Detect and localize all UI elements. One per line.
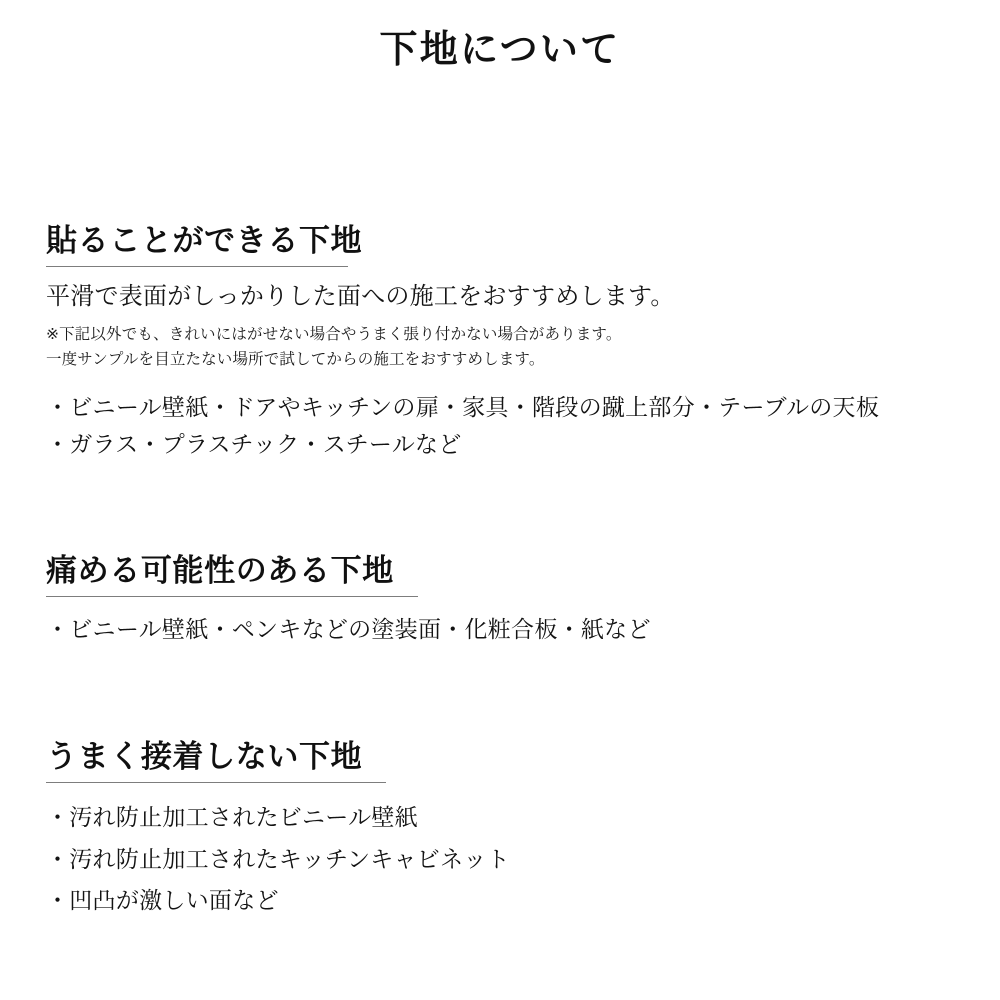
bullet-list [46,389,954,464]
heading-divider [46,596,418,597]
list-item: ・ビニール壁紙・ドアやキッチンの扉・家具・階段の蹴上部分・テーブルの天板 [46,393,880,420]
section-heading: うまく接着しない下地 [46,738,363,775]
section-notes [46,323,954,373]
list-item: ・汚れ防止加工されたキッチンキャビネット [46,845,510,872]
page-title: 下地について [379,27,621,71]
list-item: ・凹凸が激しい面など [46,887,279,914]
section-heading: 痛める可能性のある下地 [46,553,394,590]
note-line: ※下記以外でも、きれいにはがせない場合やうまく張り付かない場合があります。 [46,326,622,344]
list-item: ・ガラス・プラスチック・スチールなど [46,431,462,458]
bullet-list [46,797,954,923]
section-lead-text: 平滑で表面がしっかりした面への施工をおすすめします。 [46,283,675,310]
section-pasteable-substrates [46,215,954,463]
heading-divider [46,266,348,267]
document-body [0,215,1000,922]
note-line: 一度サンプルを目立たない場所で試してからの施工をおすすめします。 [46,351,545,369]
list-item: ・ビニール壁紙・ペンキなどの塗装面・化粧合板・紙など [46,616,651,643]
section-non-adhering-substrates [46,731,954,923]
list-item: ・汚れ防止加工されたビニール壁紙 [46,803,418,830]
section-heading: 貼ることができる下地 [46,223,363,259]
bullet-list [46,611,954,648]
heading-divider [46,782,386,783]
section-damageable-substrates [46,545,954,648]
